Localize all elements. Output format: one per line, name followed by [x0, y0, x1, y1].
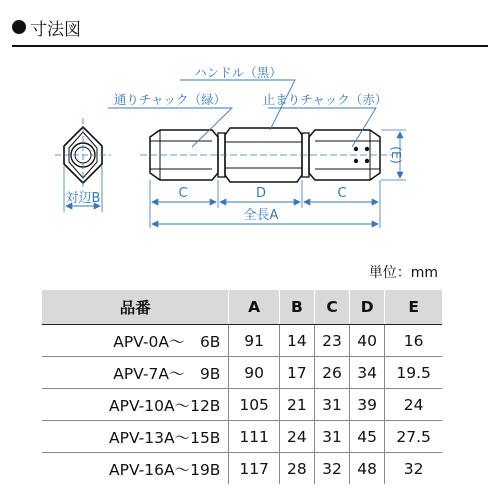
table-row	[42, 325, 442, 357]
handle-label: ハンドル（黒）	[194, 65, 282, 80]
overall-length-label: 全長A	[243, 208, 279, 223]
length-dimensions	[150, 180, 380, 228]
cell-part-number: APV-16A～19B	[109, 460, 221, 479]
cell-c: 26	[314, 357, 349, 389]
e-dim-label: (E)	[389, 146, 404, 164]
header-b: B	[279, 290, 314, 325]
header-d: D	[350, 290, 385, 325]
across-flats-label: 対辺B	[65, 191, 101, 206]
table-header-row	[42, 290, 442, 325]
cell-d: 45	[350, 421, 385, 453]
cell-part-number: APV-13A～15B	[42, 421, 229, 453]
bit-side-view	[140, 128, 392, 182]
cell-c: 32	[314, 453, 349, 485]
c-left-label: C	[178, 186, 188, 201]
cell-part-number: APV-7A～ 9B	[42, 357, 229, 389]
cell-e: 19.5	[385, 357, 442, 389]
cell-d: 39	[350, 389, 385, 421]
cell-b: 17	[279, 357, 314, 389]
table-row	[42, 453, 442, 485]
cell-b: 28	[279, 453, 314, 485]
cell-d: 40	[350, 325, 385, 357]
table-row	[42, 357, 442, 389]
cell-e: 24	[385, 389, 442, 421]
header-part-number: 品番	[42, 290, 229, 325]
cell-a: 111	[229, 421, 279, 453]
section-title-text: 寸法図	[30, 19, 81, 40]
header-e: E	[385, 290, 442, 325]
d-label: D	[255, 186, 267, 201]
cell-b: 24	[279, 421, 314, 453]
cell-c: 23	[314, 325, 349, 357]
header-a: A	[229, 290, 279, 325]
cell-part-number: APV-10A～12B	[42, 389, 229, 421]
cell-a: 117	[229, 453, 279, 485]
table-row	[42, 389, 442, 421]
cell-e: 16	[385, 325, 442, 357]
cell-e: 32	[385, 453, 442, 485]
cell-e: 27.5	[385, 421, 442, 453]
cell-c: 31	[314, 389, 349, 421]
spec-table	[42, 290, 442, 484]
c-right-label: C	[337, 186, 347, 201]
cell-c: 31	[314, 421, 349, 453]
part-callouts	[108, 65, 387, 147]
hex-end-view	[55, 118, 111, 212]
stop-chuck-label: 止まりチャック（赤）	[262, 92, 388, 107]
cell-a: 90	[229, 357, 279, 389]
cell-b: 21	[279, 389, 314, 421]
cell-part-number: APV-0A～ 6B	[42, 325, 229, 357]
unit-label: 単位：mm	[368, 265, 438, 281]
header-c: C	[314, 290, 349, 325]
table-row	[42, 421, 442, 453]
cell-d: 34	[350, 357, 385, 389]
cell-a: 91	[229, 325, 279, 357]
cell-a: 105	[229, 389, 279, 421]
cell-b: 14	[279, 325, 314, 357]
through-chuck-label: 通りチャック（緑）	[113, 92, 227, 107]
cell-d: 48	[350, 453, 385, 485]
